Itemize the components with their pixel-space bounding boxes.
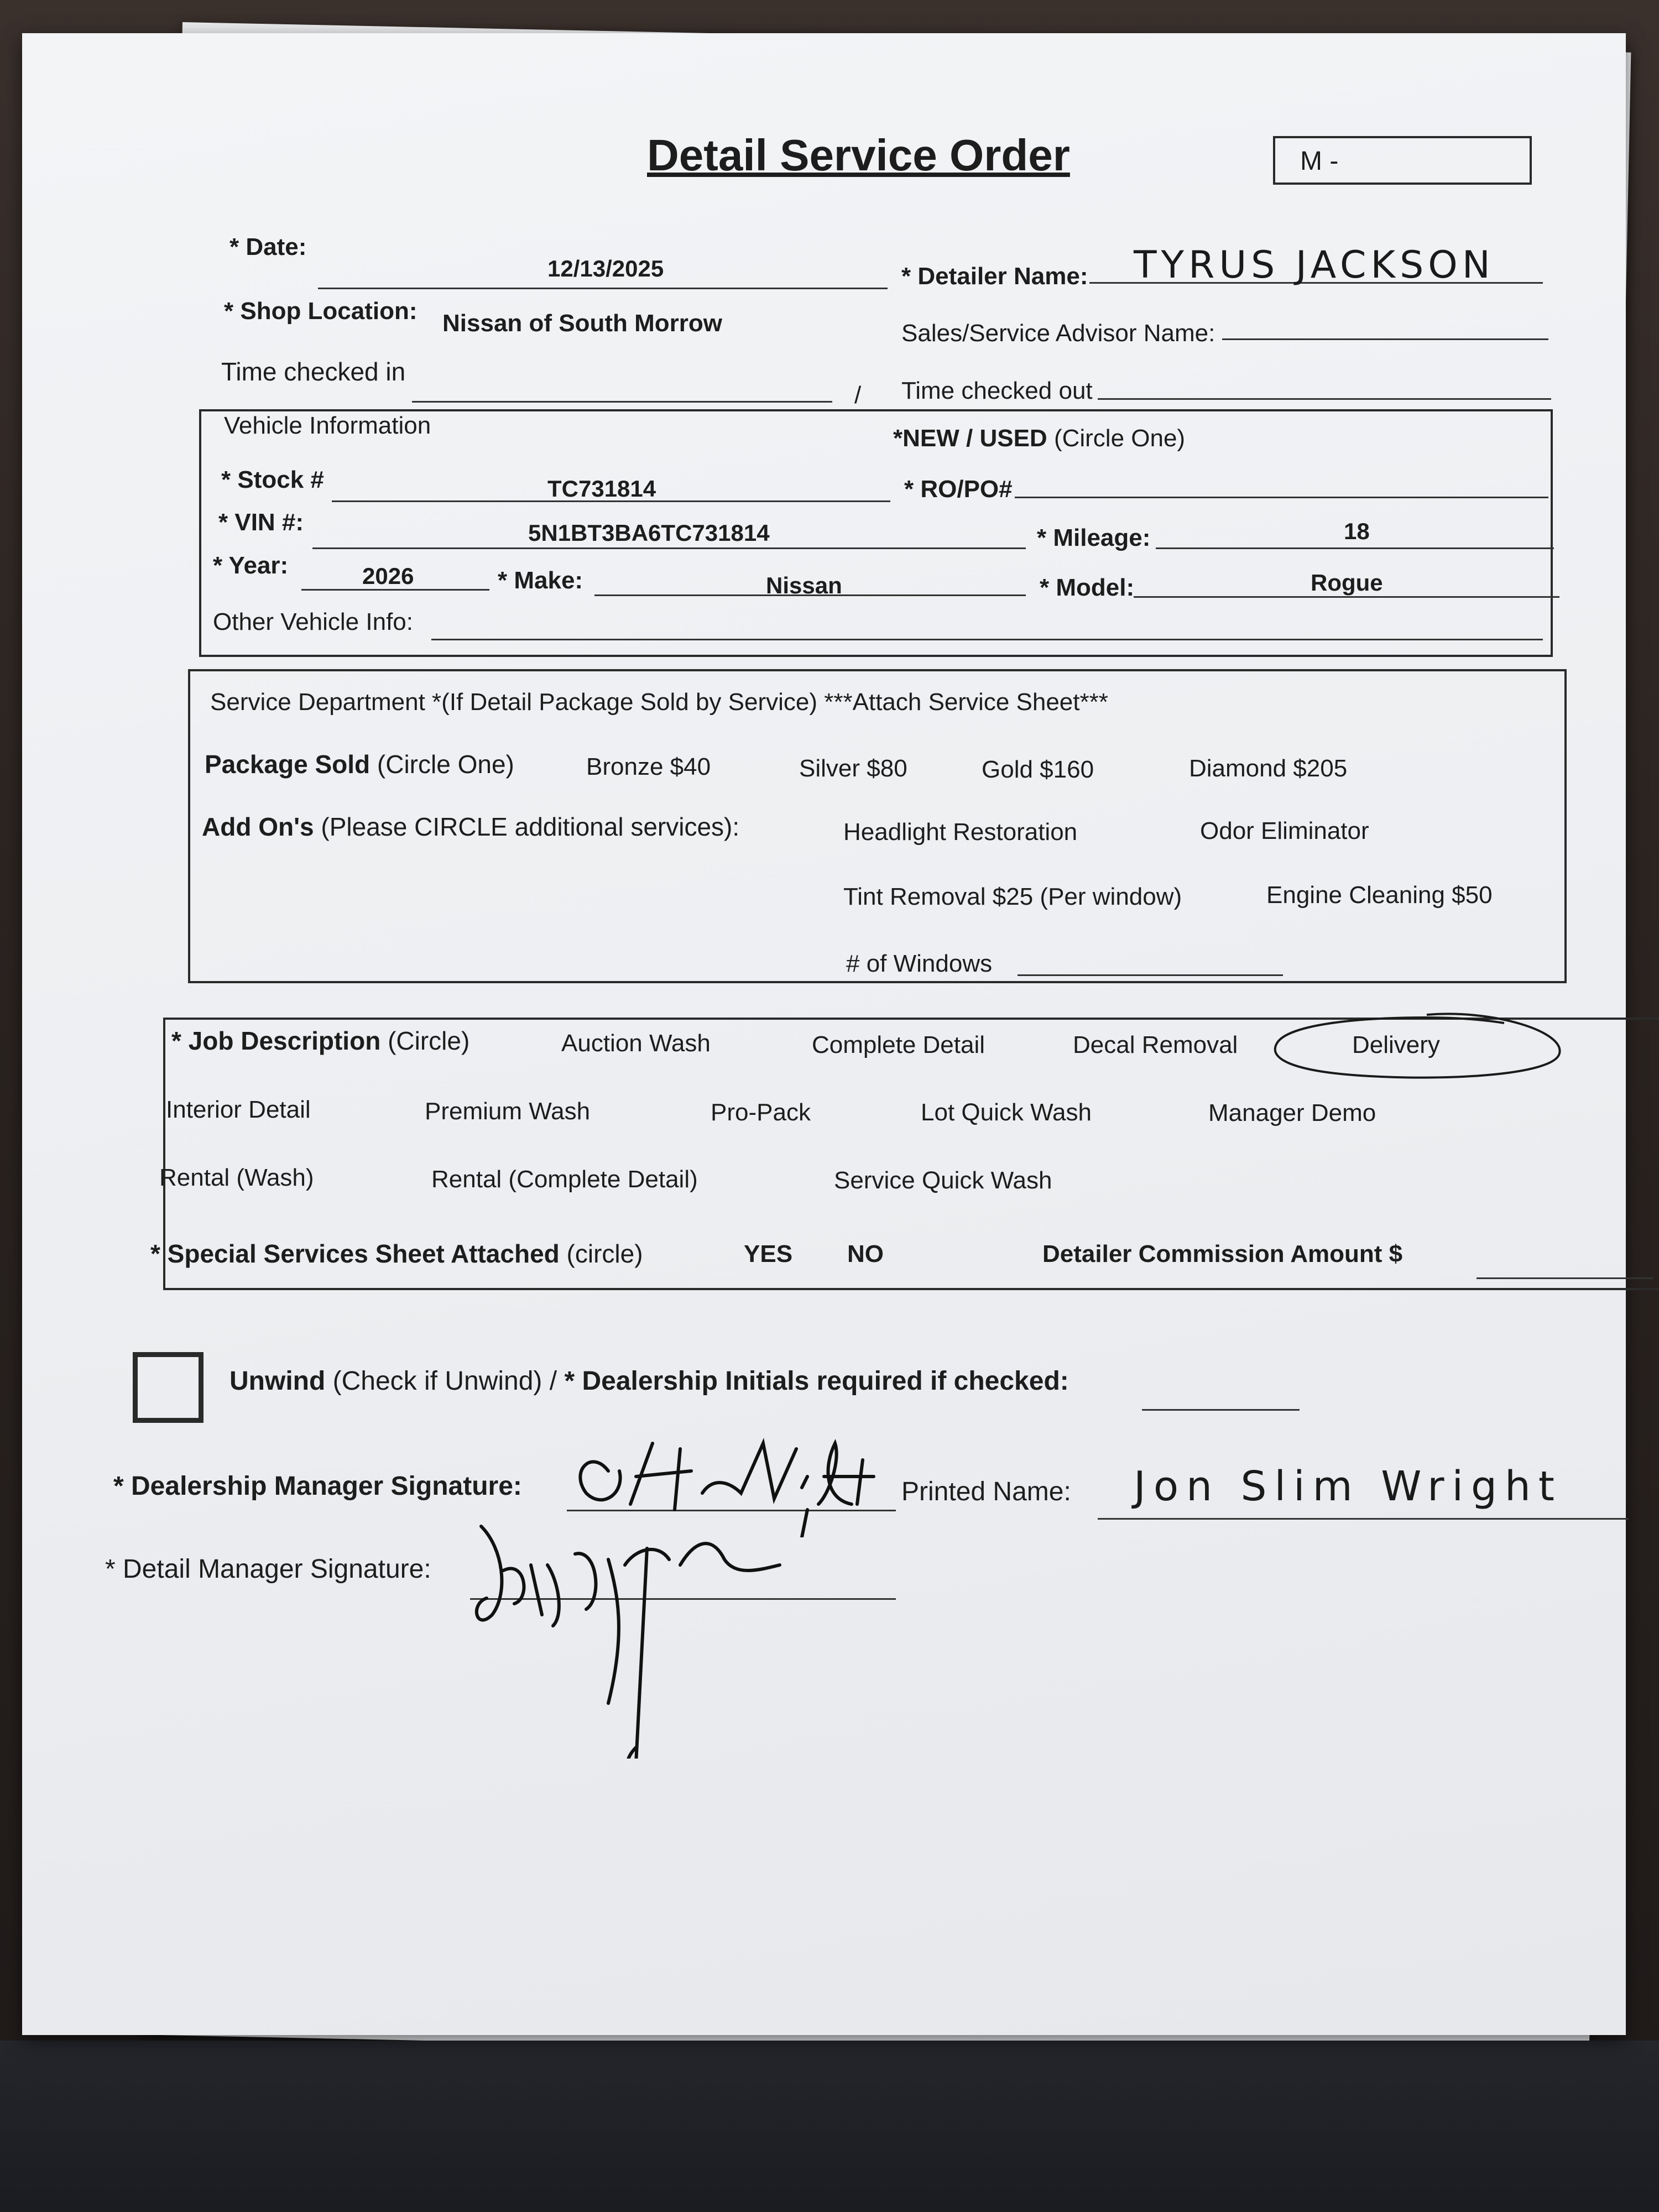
model-label: * Model: (1040, 574, 1135, 601)
vin-value: 5N1BT3BA6TC731814 (528, 520, 770, 546)
form-title: Detail Service Order (647, 131, 1070, 180)
detailer-commission-label: Detailer Commission Amount $ (1042, 1240, 1403, 1267)
mileage-value: 18 (1344, 518, 1370, 544)
other-vehicle-info-line[interactable] (431, 639, 1543, 640)
time-checked-out-label: Time checked out (901, 377, 1093, 404)
printed-name-handwritten: Jon Slim Wright (1134, 1463, 1562, 1510)
detail-service-order-form (22, 33, 1626, 2035)
mileage-line[interactable] (1156, 547, 1554, 549)
job-auction-wash[interactable]: Auction Wash (561, 1030, 711, 1057)
dark-fabric-background (0, 2041, 1659, 2212)
stock-value: TC731814 (547, 476, 656, 502)
job-rental-wash[interactable]: Rental (Wash) (159, 1164, 314, 1191)
unwind-checkbox[interactable] (133, 1352, 204, 1423)
addon-engine-cleaning[interactable]: Engine Cleaning $50 (1266, 881, 1493, 909)
m-number-label: M - (1300, 147, 1339, 176)
special-services-note: (circle) (566, 1239, 643, 1268)
addon-headlight-restoration[interactable]: Headlight Restoration (843, 818, 1078, 846)
job-description-label: * Job Description (171, 1026, 381, 1055)
dealership-manager-signature-label: * Dealership Manager Signature: (113, 1472, 522, 1501)
unwind-label: Unwind (229, 1366, 326, 1396)
printed-name-label: Printed Name: (901, 1477, 1071, 1506)
make-label: * Make: (498, 567, 583, 594)
detailer-commission-line[interactable] (1477, 1277, 1653, 1279)
stock-label: * Stock # (221, 466, 324, 493)
detailer-name-label: * Detailer Name: (901, 263, 1088, 290)
windows-count-line[interactable] (1018, 974, 1283, 976)
other-vehicle-info-label: Other Vehicle Info: (213, 608, 413, 635)
addon-odor-eliminator[interactable]: Odor Eliminator (1200, 817, 1369, 844)
package-sold-note: (Circle One) (377, 750, 514, 779)
job-decal-removal[interactable]: Decal Removal (1073, 1031, 1238, 1058)
job-delivery[interactable]: Delivery (1352, 1031, 1440, 1058)
special-services-label: * Special Services Sheet Attached (150, 1239, 560, 1268)
time-separator: / (854, 382, 862, 409)
ro-po-line[interactable] (1015, 497, 1548, 498)
package-silver[interactable]: Silver $80 (799, 755, 907, 782)
unwind-note: (Check if Unwind) / (332, 1366, 557, 1396)
new-used-note: (Circle One) (1053, 425, 1186, 452)
date-line[interactable] (318, 288, 888, 289)
delivery-handwritten-circle (1261, 1004, 1571, 1087)
special-services-yes[interactable]: YES (744, 1240, 793, 1267)
job-premium-wash[interactable]: Premium Wash (425, 1098, 591, 1125)
dealership-initials-line[interactable] (1142, 1409, 1300, 1411)
dealership-initials-label: * Dealership Initials required if checked: (564, 1366, 1069, 1396)
add-ons-note: (Please CIRCLE additional services): (321, 812, 740, 841)
shop-location-value: Nissan of South Morrow (442, 310, 722, 337)
job-lot-quick-wash[interactable]: Lot Quick Wash (921, 1099, 1092, 1126)
package-sold-label: Package Sold (205, 750, 371, 779)
make-value: Nissan (766, 572, 842, 598)
package-diamond[interactable]: Diamond $205 (1189, 755, 1348, 782)
job-description-note: (Circle) (388, 1026, 470, 1055)
windows-count-label: # of Windows (846, 950, 993, 977)
year-label: * Year: (213, 552, 289, 579)
year-value: 2026 (362, 563, 414, 589)
vin-line[interactable] (312, 547, 1026, 549)
printed-name-line[interactable] (1098, 1518, 1629, 1520)
time-checked-in-line[interactable] (412, 401, 832, 403)
m-number-box[interactable] (1273, 136, 1532, 185)
detailer-name-handwritten: TYRUS JACKSON (1134, 243, 1495, 287)
detail-manager-signature (470, 1504, 813, 1759)
model-line[interactable] (1134, 596, 1559, 598)
package-gold[interactable]: Gold $160 (982, 756, 1094, 783)
model-value: Rogue (1311, 570, 1383, 596)
job-rental-complete-detail[interactable]: Rental (Complete Detail) (431, 1166, 698, 1193)
mileage-label: * Mileage: (1037, 524, 1151, 551)
job-service-quick-wash[interactable]: Service Quick Wash (834, 1167, 1052, 1194)
job-complete-detail[interactable]: Complete Detail (812, 1031, 985, 1058)
shop-location-label: * Shop Location: (224, 298, 418, 325)
job-manager-demo[interactable]: Manager Demo (1208, 1099, 1376, 1126)
add-ons-label: Add On's (202, 812, 314, 841)
ro-po-label: * RO/PO# (904, 476, 1013, 503)
advisor-name-label: Sales/Service Advisor Name: (901, 320, 1215, 347)
new-used-option[interactable]: *NEW / USED (893, 425, 1047, 452)
job-pro-pack[interactable]: Pro-Pack (711, 1099, 811, 1126)
special-services-no[interactable]: NO (847, 1240, 884, 1267)
addon-tint-removal[interactable]: Tint Removal $25 (Per window) (843, 883, 1182, 910)
date-label: * Date: (229, 233, 307, 260)
package-bronze[interactable]: Bronze $40 (586, 753, 711, 780)
date-value: 12/13/2025 (547, 255, 664, 281)
vin-label: * VIN #: (218, 509, 304, 536)
time-checked-out-line[interactable] (1098, 398, 1551, 400)
time-checked-in-label: Time checked in (221, 357, 406, 386)
detail-manager-signature-label: * Detail Manager Signature: (105, 1554, 431, 1584)
job-interior-detail[interactable]: Interior Detail (166, 1096, 311, 1123)
service-department-header: Service Department *(If Detail Package Sold by Service) ***Attach Service Sheet*** (210, 688, 1108, 716)
advisor-name-line[interactable] (1222, 338, 1548, 340)
vehicle-information-label: Vehicle Information (224, 412, 431, 439)
